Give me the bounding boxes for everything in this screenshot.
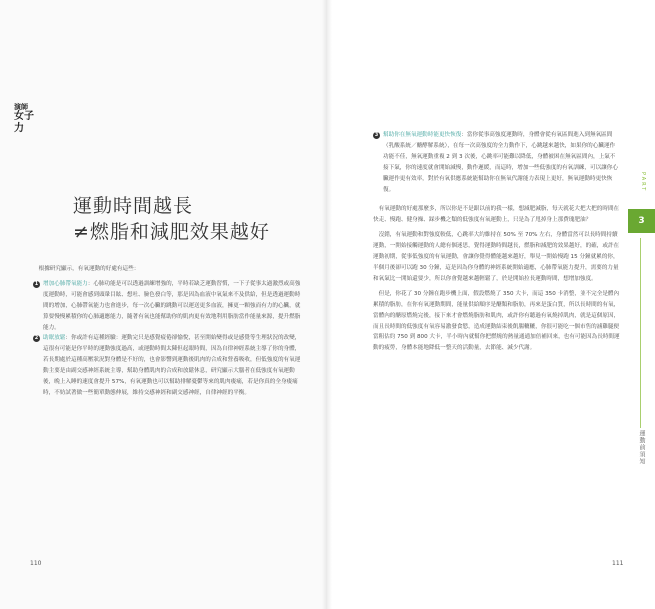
benefit-title: 幫助你在無氧運動時能更快恢復 xyxy=(383,132,462,138)
brand-line2: 女子力 xyxy=(14,111,34,134)
book-gutter xyxy=(322,0,332,609)
page-number-left: 110 xyxy=(30,560,42,567)
section-label: 運動前須知 xyxy=(638,430,645,465)
left-body-text xyxy=(33,264,305,399)
benefit-title: 增加心肺帶氧能力 xyxy=(43,280,88,287)
part-label: PART xyxy=(640,172,646,193)
number-badge: 3 xyxy=(374,132,379,138)
paragraph-3: 但是，你花了 30 分鐘在跑步機上面，假設燃燒了 350 大卡，而這 350 卡消整，並不完全是體內累積的脂肪，在你有氧運動期間，能量供給順序是醣類和脂肪，再來是蛋白質，所以長時間的有氧，當體內的醣原燃燒完後，接下來才會燃燒脂肪和肌肉，或許你有聽過有氧燒掉肌肉，就是這個原因，而且長時間的低強度有氧容易激發食慾，造成運動結束後飢腸轆轆，你很可能吃一個市售的滷雞腿便當粗估約 750 到 800 大卡，半小時內就幫你把燃燒的熱量通通加倍補回來，也有可能因為長時間運動的疲勞，身體本能地降低一整天的活動量，去節能、減少代謝。 xyxy=(373,290,620,352)
chapter-title-line2: ≠燃脂和減肥效果越好 xyxy=(73,221,270,243)
benefit-text: ：心肺功能是可以透過訓練增強的，平時若缺乏運動習慣，一下子從事太過激烈或高強度運動時，可能會感到頭暈目眩、想吐、臉色發白等，那是因為血液中氧氣來不及供給，但是透過運動時間的增加，心肺帶氧能力也會進步，每一次心臟的跳動可以運送更多血液，擁更一顆強而有力的心臟，就算要慢慢累積你的心肺適應能力，隨著有氧也能幫助你的肌肉更有效地利用脂肪當作能量來源，提升燃脂能力。 xyxy=(43,280,301,331)
chapter-title-line1: 運動時間越長 xyxy=(73,195,194,217)
paragraph-2: 沒錯，有氧運動和對強度較低，心跳率大約維持在 50% 至 70% 左右，身體當然可以長時間持續運動，一開始接觸運動的人總有個迷思，覺得運動時間越長，燃脂和減肥的效果越好，的確，或許在運動初期，從事低強度的有氧運動，會讓你覺得體能越來越好，舉見一開始慢跑 15 分鐘就累的你，半個月後卻可以跑 30 分鐘，這是因為你身體的神經系統開始適應，心肺帶氧能力提升，需要的力量和氧氣比一開始還要少，所以你會覺越來越輕鬆了，於是開始拉長運動時間，想增加強度。 xyxy=(373,232,620,282)
brand-line1: 演師 xyxy=(14,103,28,111)
intro-paragraph: 根據研究顯示，有氧運動的好處有這些： xyxy=(38,266,140,272)
benefit-text: ：當你從事高強度運動時，身體會從有氧區間進入到無氧區間（乳酸系統／醣酵解系統），在每一次高強度的全力動作下，心跳越來越快，如果你的心臟運作功能不佳，無氧運動重複 2 到 3 次後，心跳率可能難以降低，身體被困在無氧區間內，上氣不接下氣，你的速度就會開始減慢，動作遲緩，而這時，增加一些低強度的有氧訓練，可以讓你心臟運作更有效率，對於有氧供應系統能幫助你在無氧代謝能力表現上更好，無氧運動時更快恢復。 xyxy=(383,132,618,193)
benefit-text: ：你或許有這種經驗：運動完只是感覺疲倦卻愉悅，甚至開始變得或是感覺等生理狀況的改變，這很有可能是你平時的運動強度過高，或運動時間太陳但起眼時間，因為自律神經系統主導了你的身體，若長期處於這種高壓狀況對身體是不好的，也會影響到運動後肌肉的合成和營養吸收，但低強度的有氧運動主要是由副交感神經系統主導，幫助身體肌肉的合成和放鬆休息，研究顯示大腦者在低強度有氧運動後，晚上入睡的速度會提升 57%，有氧運動也可以幫助排解憂鬱等來的肌肉痠痛，若是你真的全身痠痛時，不妨試著做一些簡單動態伸展，維持交感神經和副交感神經，自律神經的平衡。 xyxy=(43,335,301,396)
right-body-text xyxy=(373,130,620,354)
benefit-item-3 xyxy=(373,130,620,195)
chapter-title xyxy=(73,193,303,245)
sidebar-rule xyxy=(640,238,641,428)
brand-label xyxy=(14,103,34,134)
number-badge: 2 xyxy=(34,335,39,342)
page-number-right: 111 xyxy=(612,560,624,567)
paragraph-1: 有氧運動的好處那麼多，所以你是不是跟以前的我一樣，想減肥減脂，每天就花大把大把的時間在快走、慢跑、健身操、踩步機之類的低強度有氧運動上，只是為了甩掉身上那費瑰肥油？ xyxy=(373,206,620,224)
benefit-item-2 xyxy=(33,333,305,398)
benefit-item-1 xyxy=(33,279,305,334)
number-badge: 1 xyxy=(34,280,39,287)
part-number-tab: 3 xyxy=(628,209,655,233)
benefit-title: 助眠放鬆 xyxy=(43,335,66,342)
